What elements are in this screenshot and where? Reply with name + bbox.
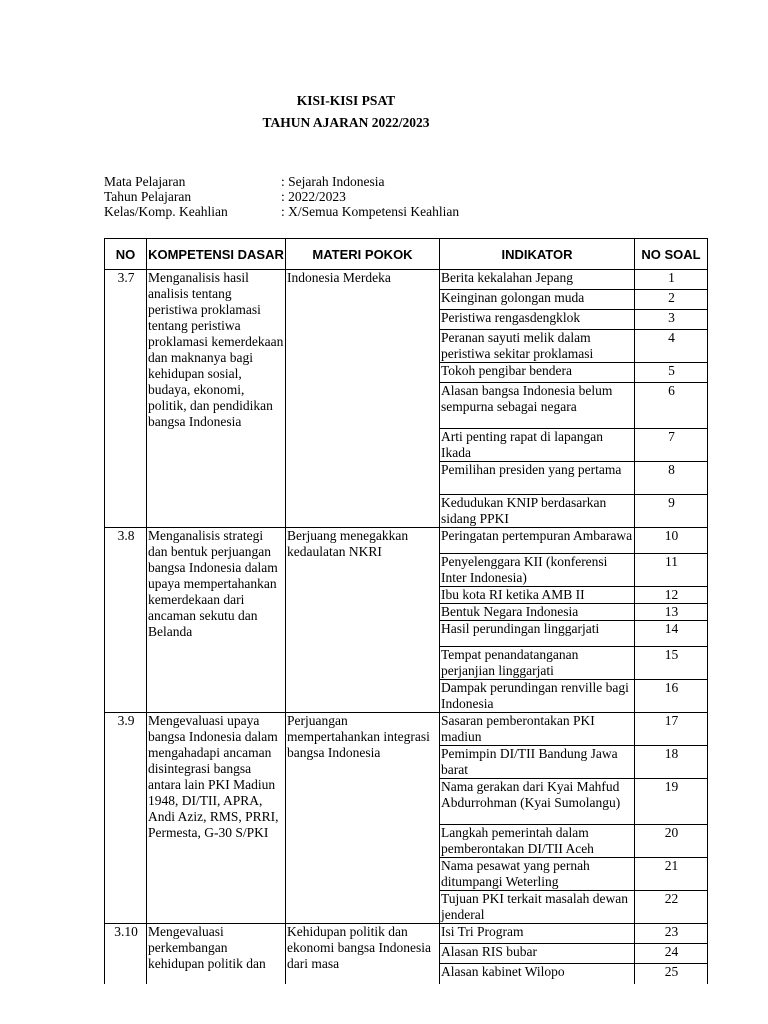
no-soal-cell: 7: [635, 429, 708, 462]
indikator-cell: Tujuan PKI terkait masalah dewan jenderal: [440, 891, 635, 924]
no-soal-cell: 9: [635, 495, 708, 528]
kd-number: 3.7: [105, 270, 147, 528]
indikator-cell: Tokoh pengibar bendera: [440, 363, 635, 383]
header-materi-pokok: MATERI POKOK: [286, 239, 440, 270]
no-soal-cell: 21: [635, 858, 708, 891]
indikator-cell: Nama gerakan dari Kyai Mahfud Abdurrohman (Kyai Sumolangu): [440, 779, 635, 825]
no-soal-cell: 23: [635, 924, 708, 944]
indikator-cell: Peranan sayuti melik dalam peristiwa sekitar proklamasi: [440, 330, 635, 363]
kd-number: 3.10: [105, 924, 147, 984]
table-row: [105, 713, 708, 746]
indikator-cell: Hasil perundingan linggarjati: [440, 621, 635, 647]
no-soal-cell: 24: [635, 944, 708, 964]
kompetensi-dasar-cell: Mengevaluasi perkembangan kehidupan politik dan: [147, 924, 286, 984]
kisi-kisi-table: [104, 238, 708, 984]
table-header-row: [105, 239, 708, 270]
no-soal-cell: 1: [635, 270, 708, 290]
indikator-cell: Berita kekalahan Jepang: [440, 270, 635, 290]
title-line-1: KISI-KISI PSAT: [296, 93, 396, 108]
indikator-cell: Nama pesawat yang pernah ditumpangi Weterling: [440, 858, 635, 891]
no-soal-cell: 15: [635, 647, 708, 680]
indikator-cell: Pemilihan presiden yang pertama: [440, 462, 635, 495]
indikator-cell: Bentuk Negara Indonesia: [440, 604, 635, 621]
kd-number: 3.9: [105, 713, 147, 924]
table-row: [105, 270, 708, 290]
header-no: NO: [105, 239, 147, 270]
meta-value: : X/Semua Kompetensi Keahlian: [281, 204, 460, 219]
header-no-soal: NO SOAL: [635, 239, 708, 270]
indikator-cell: Isi Tri Program: [440, 924, 635, 944]
indikator-cell: Tempat penandatanganan perjanjian linggarjati: [440, 647, 635, 680]
header-indikator: INDIKATOR: [440, 239, 635, 270]
no-soal-cell: 8: [635, 462, 708, 495]
meta-label: Mata Pelajaran: [104, 174, 186, 189]
no-soal-cell: 16: [635, 680, 708, 713]
no-soal-cell: 6: [635, 383, 708, 429]
no-soal-cell: 25: [635, 964, 708, 984]
meta-row-year: [104, 189, 346, 204]
indikator-cell: Kedudukan KNIP berdasarkan sidang PPKI: [440, 495, 635, 528]
materi-pokok-cell: Indonesia Merdeka: [286, 270, 440, 528]
no-soal-cell: 17: [635, 713, 708, 746]
no-soal-cell: 19: [635, 779, 708, 825]
indikator-cell: Penyelenggara KII (konferensi Inter Indonesia): [440, 554, 635, 587]
table-body: [105, 270, 708, 984]
indikator-cell: Keinginan golongan muda: [440, 290, 635, 310]
indikator-cell: Sasaran pemberontakan PKI madiun: [440, 713, 635, 746]
no-soal-cell: 22: [635, 891, 708, 924]
indikator-cell: Alasan bangsa Indonesia belum sempurna sebagai negara: [440, 383, 635, 429]
table-row: [105, 528, 708, 554]
no-soal-cell: 4: [635, 330, 708, 363]
kd-number: 3.8: [105, 528, 147, 713]
indikator-cell: Dampak perundingan renville bagi Indonesia: [440, 680, 635, 713]
meta-label: Tahun Pelajaran: [104, 189, 192, 204]
kompetensi-dasar-cell: Menganalisis hasil analisis tentang peristiwa proklamasi tentang peristiwa proklamasi kemerdekaan dan maknanya bagi kehidupan sosial, budaya, ekonomi, politik, dan pendidikan bangsa Indonesia: [147, 270, 286, 528]
meta-value: : 2022/2023: [281, 189, 346, 204]
indikator-cell: Alasan RIS bubar: [440, 944, 635, 964]
kompetensi-dasar-cell: Mengevaluasi upaya bangsa Indonesia dalam mengahadapi ancaman disintegrasi bangsa antara lain PKI Madiun 1948, DI/TII, APRA, Andi Aziz, RMS, PRRI, Permesta, G-30 S/PKI: [147, 713, 286, 924]
no-soal-cell: 13: [635, 604, 708, 621]
no-soal-cell: 5: [635, 363, 708, 383]
no-soal-cell: 2: [635, 290, 708, 310]
table-row: [105, 924, 708, 944]
title-line-2: TAHUN AJARAN 2022/2023: [262, 115, 430, 130]
kompetensi-dasar-cell: Menganalisis strategi dan bentuk perjuangan bangsa Indonesia dalam upaya mempertahankan kemerdekaan dari ancaman sekutu dan Belanda: [147, 528, 286, 713]
no-soal-cell: 3: [635, 310, 708, 330]
no-soal-cell: 10: [635, 528, 708, 554]
meta-row-class: [104, 204, 459, 219]
header-kompetensi-dasar: KOMPETENSI DASAR: [147, 239, 286, 270]
indikator-cell: Peristiwa rengasdengklok: [440, 310, 635, 330]
meta-label: Kelas/Komp. Keahlian: [104, 204, 228, 219]
no-soal-cell: 12: [635, 587, 708, 604]
indikator-cell: Peringatan pertempuran Ambarawa: [440, 528, 635, 554]
materi-pokok-cell: Perjuangan mempertahankan integrasi bangsa Indonesia: [286, 713, 440, 924]
indikator-cell: Alasan kabinet Wilopo: [440, 964, 635, 984]
indikator-cell: Langkah pemerintah dalam pemberontakan DI/TII Aceh: [440, 825, 635, 858]
materi-pokok-cell: Kehidupan politik dan ekonomi bangsa Indonesia dari masa: [286, 924, 440, 984]
no-soal-cell: 14: [635, 621, 708, 647]
indikator-cell: Arti penting rapat di lapangan Ikada: [440, 429, 635, 462]
meta-value: : Sejarah Indonesia: [281, 174, 385, 189]
indikator-cell: Ibu kota RI ketika AMB II: [440, 587, 635, 604]
materi-pokok-cell: Berjuang menegakkan kedaulatan NKRI: [286, 528, 440, 713]
meta-row-subject: [104, 174, 384, 189]
no-soal-cell: 20: [635, 825, 708, 858]
no-soal-cell: 11: [635, 554, 708, 587]
indikator-cell: Pemimpin DI/TII Bandung Jawa barat: [440, 746, 635, 779]
no-soal-cell: 18: [635, 746, 708, 779]
